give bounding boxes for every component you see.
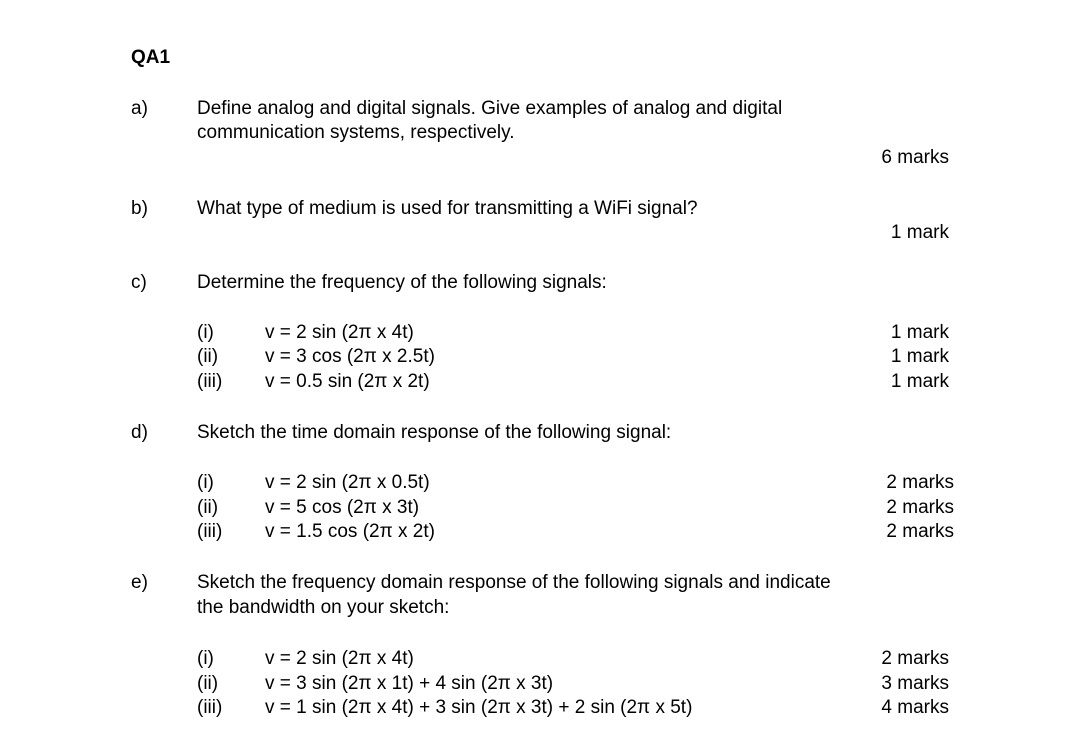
- marks-label: 6 marks: [881, 147, 949, 168]
- sub-item-number: (i): [197, 322, 214, 343]
- marks-label: 1 mark: [890, 346, 949, 367]
- sub-item-expression: v = 1.5 cos (2π x 2t): [265, 521, 435, 542]
- sub-item-expression: v = 5 cos (2π x 3t): [265, 497, 420, 518]
- sub-item-number: (ii): [197, 346, 219, 367]
- sub-item-number: (ii): [197, 497, 219, 518]
- sub-item-number: (iii): [197, 697, 223, 718]
- marks-label: 2 marks: [881, 648, 949, 669]
- marks-label: 1 mark: [890, 222, 949, 243]
- question-text-line2: the bandwidth on your sketch:: [197, 597, 450, 618]
- sub-item-expression: v = 1 sin (2π x 4t) + 3 sin (2π x 3t) + 2 sin (2π x 5t): [265, 697, 693, 718]
- question-letter: c): [131, 272, 147, 293]
- marks-label: 1 mark: [890, 322, 949, 343]
- marks-label: 1 mark: [890, 371, 949, 392]
- sub-item-expression: v = 0.5 sin (2π x 2t): [265, 371, 430, 392]
- question-text-line1: Sketch the frequency domain response of the following signals and indicate: [197, 572, 831, 593]
- question-text-line1: Define analog and digital signals. Give examples of analog and digital: [197, 98, 783, 119]
- question-text: What type of medium is used for transmitting a WiFi signal?: [197, 198, 698, 219]
- page-title: QA1: [131, 47, 171, 68]
- sub-item-number: (ii): [197, 673, 219, 694]
- sub-item-number: (iii): [197, 521, 223, 542]
- question-text-line2: communication systems, respectively.: [197, 122, 515, 143]
- marks-label: 3 marks: [881, 673, 949, 694]
- sub-item-expression: v = 2 sin (2π x 4t): [265, 648, 414, 669]
- sub-item-number: (i): [197, 472, 214, 493]
- sub-item-expression: v = 3 cos (2π x 2.5t): [265, 346, 435, 367]
- marks-label: 2 marks: [886, 472, 954, 493]
- question-text: Sketch the time domain response of the following signal:: [197, 422, 672, 443]
- sub-item-expression: v = 2 sin (2π x 4t): [265, 322, 414, 343]
- sub-item-number: (i): [197, 648, 214, 669]
- marks-label: 2 marks: [886, 497, 954, 518]
- question-letter: e): [131, 572, 148, 593]
- question-text: Determine the frequency of the following signals:: [197, 272, 607, 293]
- question-letter: a): [131, 98, 148, 119]
- question-letter: d): [131, 422, 148, 443]
- sub-item-expression: v = 2 sin (2π x 0.5t): [265, 472, 430, 493]
- marks-label: 2 marks: [886, 521, 954, 542]
- sub-item-expression: v = 3 sin (2π x 1t) + 4 sin (2π x 3t): [265, 673, 554, 694]
- marks-label: 4 marks: [881, 697, 949, 718]
- sub-item-number: (iii): [197, 371, 223, 392]
- question-letter: b): [131, 198, 148, 219]
